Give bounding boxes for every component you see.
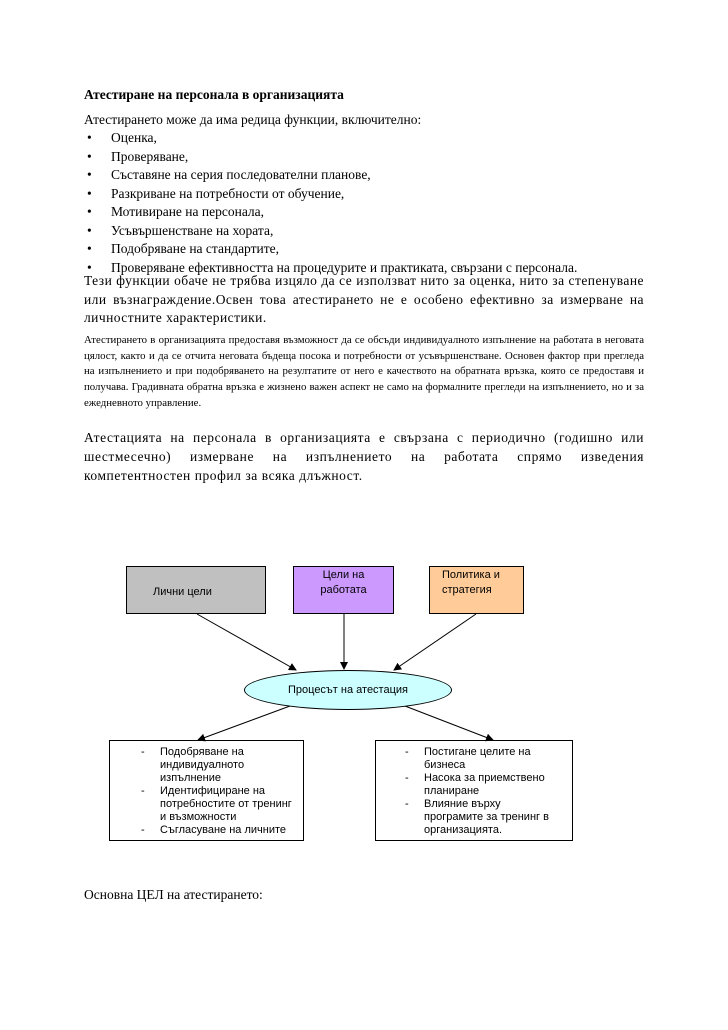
list-item: - Идентифициране на потребностите от тренинг и възможности [141, 785, 292, 823]
bullet-icon: • [87, 222, 92, 238]
attestation-process-ellipse: Процесът на атестация [244, 670, 452, 710]
list-item: • Мотивиране на персонала, [84, 203, 577, 222]
bullet-icon: • [87, 130, 92, 145]
list-item: • Проверяване ефективността на процедурите и практиката, свързани с персонала. [84, 259, 577, 278]
list-item: • Съставяне на серия последователни планове, [84, 166, 577, 185]
bullet-icon: • [87, 204, 92, 219]
list-item: - Насока за приемствено планиране [405, 772, 545, 797]
paragraph-functions-note: Тези функции обаче не трябва изцяло да се използват нито за оценка, нито за степенуване или възнаграждение.Освен това атестирането не е особено ефективно за измерване на личностните характеристики. [84, 273, 644, 325]
arrow-personal-to-process [197, 614, 296, 670]
list-item: - Постигане целите на бизнеса [405, 746, 531, 771]
work-goals-box: Цели на работата [293, 566, 394, 614]
bullet-icon: • [87, 241, 92, 256]
policy-strategy-box: Политика и стратегия [429, 566, 524, 614]
list-item: - Влияние върху програмите за тренинг в организацията. [405, 798, 549, 836]
page-title: Атестиране на персонала в организацията [84, 87, 344, 102]
bullet-icon: • [87, 167, 92, 182]
bullet-icon: • [87, 148, 92, 164]
intro-text: Атестирането може да има редица функции, включително: [84, 112, 422, 127]
arrow-process-to-left [198, 706, 290, 740]
list-item: - Съгласуване на личните [141, 824, 287, 836]
business-outcomes-box [375, 740, 573, 841]
list-item: • Усъвършенстване на хората, [84, 222, 577, 241]
list-item: • Оценка, [84, 129, 577, 148]
arrow-process-to-right [405, 706, 493, 740]
personal-goals-box: Лични цели [126, 566, 266, 614]
individual-outcomes-box [109, 740, 304, 841]
list-item: - Подобряване на индивидуалното изпълнение [141, 746, 245, 784]
list-item: • Подобряване на стандартите, [84, 240, 577, 259]
main-goal-heading: Основна ЦЕЛ на атестирането: [84, 887, 263, 902]
paragraph-feedback: Атестирането в организацията предоставя възможност да се обсъди индивидуалното изпълнение на работата в неговата цялост, както и да се отчита неговата бъдеща посока и потребности от усъвършенстване. Основен фактор при прегледа на изпълнението и при подобряването на резултатите от него е качеството на обратната връзка, която се предоставя и получава. Градивната обратна връзка е жизнено важен аспект не само на формалните прегледи на изпълнението, но и за ежедневното управление. [84, 334, 644, 409]
paragraph-attestation: Атестацията на персонала в организацията е свързана с периодично (годишно или шестмесечно) измерване на изпълнението на работата спрямо изведения компетентностен профил за всяка длъжност. [84, 430, 644, 483]
bullet-icon: • [87, 185, 92, 201]
list-item: • Разкриване на потребности от обучение, [84, 185, 577, 204]
bullet-icon: • [87, 259, 92, 275]
arrow-policy-to-process [394, 614, 476, 670]
list-item: • Проверяване, [84, 148, 577, 167]
